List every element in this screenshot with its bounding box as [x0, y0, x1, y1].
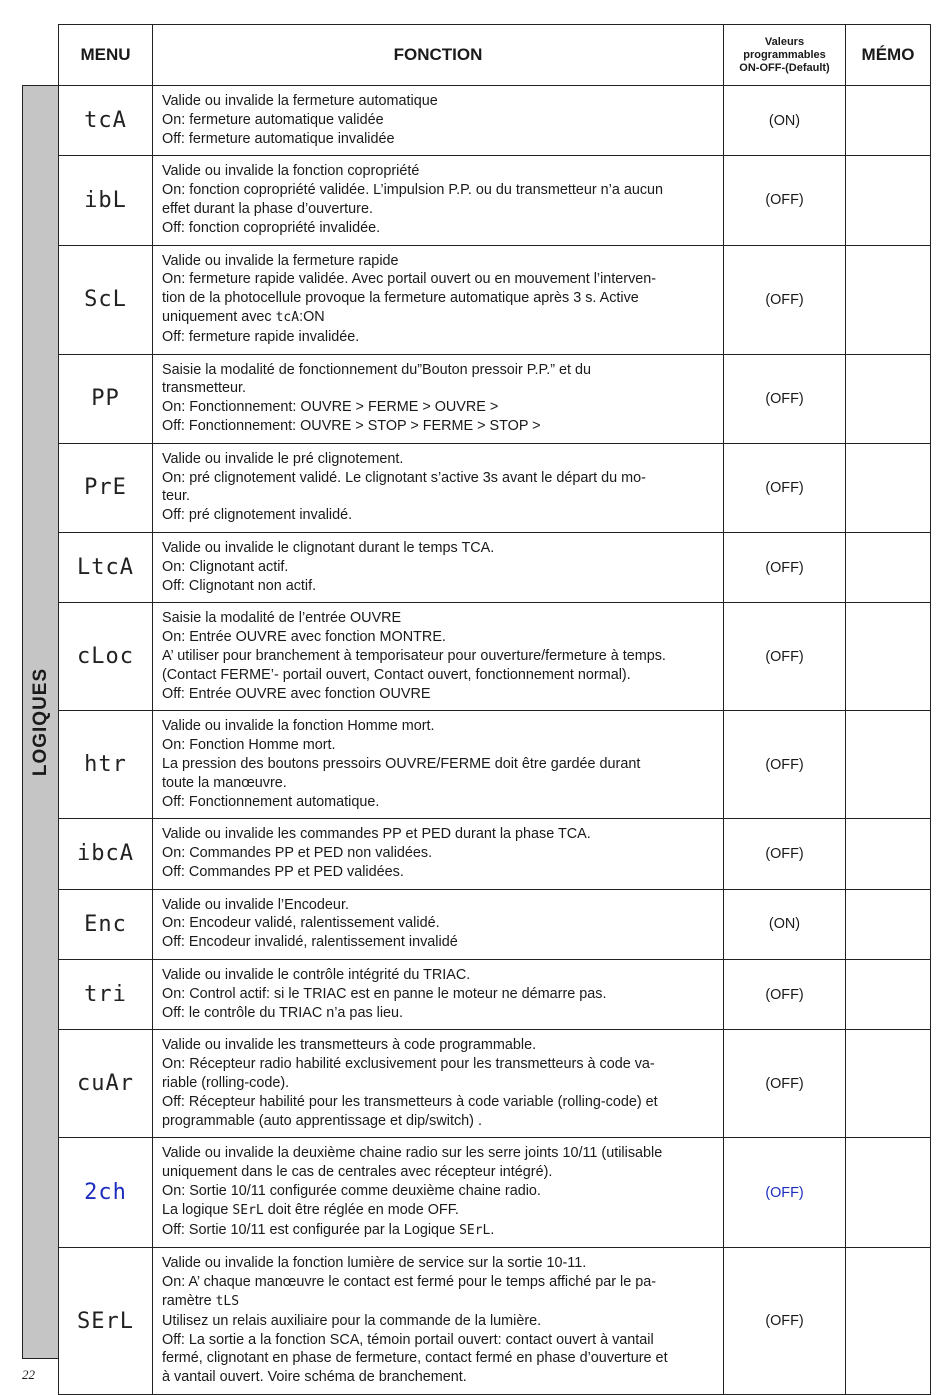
function-line: On: fermeture automatique validée	[162, 111, 384, 128]
default-value: (OFF)	[724, 819, 846, 889]
function-line: riable (rolling-code).	[162, 1075, 290, 1092]
function-line: Off: Récepteur habilité pour les transmetteurs à code variable (rolling-code) et	[162, 1093, 658, 1110]
menu-code: ScL	[84, 287, 127, 313]
function-line: Valide ou invalide les transmetteurs à code programmable.	[162, 1037, 537, 1054]
default-value: (OFF)	[724, 532, 846, 602]
default-value: (OFF)	[724, 1030, 846, 1138]
function-line: La pression des boutons pressoirs OUVRE/FERME doit être gardée durant	[162, 755, 641, 772]
table-header-row	[59, 25, 931, 86]
memo-cell	[846, 603, 931, 711]
table-row	[59, 1030, 931, 1138]
function-line: Valide ou invalide l’Encodeur.	[162, 896, 349, 913]
header-valeurs	[724, 25, 846, 86]
default-value: (OFF)	[724, 443, 846, 532]
function-cell	[153, 1030, 724, 1138]
inline-code: SErL	[459, 1222, 491, 1238]
menu-code: ibcA	[77, 841, 134, 867]
function-cell	[153, 86, 724, 156]
function-line: On: Commandes PP et PED non validées.	[162, 845, 433, 862]
memo-cell	[846, 889, 931, 959]
section-label: LOGIQUES	[29, 667, 51, 777]
memo-cell	[846, 245, 931, 354]
function-line: à vantail ouvert. Voire schéma de branchement.	[162, 1369, 467, 1386]
function-line: Valide ou invalide la fermeture automatique	[162, 93, 438, 109]
table-row	[59, 960, 931, 1030]
table-row	[59, 86, 931, 156]
table-row	[59, 1138, 931, 1248]
header-fonction: FONCTION	[153, 25, 724, 86]
function-line: Off: le contrôle du TRIAC n’a pas lieu.	[162, 1004, 404, 1021]
memo-cell	[846, 960, 931, 1030]
menu-code: SErL	[77, 1308, 134, 1334]
table-row	[59, 1248, 931, 1395]
table-row	[59, 603, 931, 711]
menu-code-cell	[59, 819, 153, 889]
page-number: 22	[22, 1367, 35, 1382]
function-line: Off: Encodeur invalidé, ralentissement invalidé	[162, 934, 458, 951]
function-cell	[153, 443, 724, 532]
menu-code-cell	[59, 156, 153, 245]
function-line: On: Sortie 10/11 configurée comme deuxième chaine radio.	[162, 1183, 541, 1200]
function-line: On: pré clignotement validé. Le clignotant s’active 3s avant le départ du mo-	[162, 469, 646, 486]
menu-code: ibL	[84, 187, 127, 213]
memo-cell	[846, 711, 931, 819]
function-line: Valide ou invalide la fonction Homme mort.	[162, 718, 435, 735]
menu-code-cell	[59, 1138, 153, 1248]
function-line: Off: Entrée OUVRE avec fonction OUVRE	[162, 685, 431, 702]
memo-cell	[846, 1030, 931, 1138]
menu-code-cell	[59, 603, 153, 711]
function-line: Off: Commandes PP et PED validées.	[162, 863, 404, 880]
default-value: (OFF)	[724, 1248, 846, 1395]
function-cell	[153, 1248, 724, 1395]
menu-code: PP	[91, 386, 120, 412]
function-line: Off: Fonctionnement automatique.	[162, 793, 380, 810]
function-line: Saisie la modalité de fonctionnement du”Bouton pressoir P.P.” et du	[162, 361, 592, 378]
menu-code: 2ch	[84, 1180, 127, 1206]
function-line: fermé, clignotant en phase de fermeture, contact fermé en phase d’ouverture et	[162, 1350, 668, 1367]
header-valeurs-line: programmables	[743, 48, 826, 61]
menu-code: tcA	[84, 108, 127, 134]
memo-cell	[846, 86, 931, 156]
function-cell	[153, 889, 724, 959]
memo-cell	[846, 156, 931, 245]
inline-text: doit être réglée en mode OFF.	[263, 1201, 459, 1218]
table-row	[59, 819, 931, 889]
menu-code-cell	[59, 443, 153, 532]
function-line: transmetteur.	[162, 380, 246, 397]
function-line: Valide ou invalide les commandes PP et PED durant la phase TCA.	[162, 826, 591, 843]
default-value: (OFF)	[724, 1138, 846, 1248]
function-line: Valide ou invalide la fonction lumière de service sur la sortie 10-11.	[162, 1255, 587, 1272]
menu-code: Enc	[84, 911, 127, 937]
function-line: Off: La sortie a la fonction SCA, témoin portail ouvert: contact ouvert à vantail	[162, 1331, 654, 1348]
function-line: programmable (auto apprentissage et dip/switch) .	[162, 1112, 482, 1129]
inline-text: La logique	[162, 1201, 233, 1218]
function-line: effet durant la phase d’ouverture.	[162, 200, 373, 217]
menu-code-cell	[59, 354, 153, 443]
menu-table	[58, 24, 931, 1395]
menu-code-cell	[59, 960, 153, 1030]
inline-text: .	[490, 1221, 495, 1238]
function-line: On: Fonctionnement: OUVRE > FERME > OUVRE >	[162, 399, 499, 416]
function-line: Off: fermeture automatique invalidée	[162, 130, 395, 147]
menu-code: PrE	[84, 475, 127, 501]
default-value: (OFF)	[724, 960, 846, 1030]
function-cell	[153, 603, 724, 711]
function-line: Off: pré clignotement invalidé.	[162, 507, 353, 524]
function-line: teur.	[162, 488, 191, 505]
menu-code: LtcA	[77, 555, 134, 581]
function-line: Off: fermeture rapide invalidée.	[162, 328, 360, 345]
memo-cell	[846, 1138, 931, 1248]
memo-cell	[846, 1248, 931, 1395]
inline-text: uniquement avec	[162, 308, 276, 325]
inline-text: Off: Sortie 10/11 est configurée par la Logique	[162, 1221, 460, 1238]
function-line: On: Clignotant actif.	[162, 558, 289, 575]
function-line: Valide ou invalide la deuxième chaine radio sur les serre joints 10/11 (utilisable	[162, 1145, 663, 1162]
function-line: toute la manœuvre.	[162, 774, 287, 791]
function-line: On: fermeture rapide validée. Avec portail ouvert ou en mouvement l’interven-	[162, 271, 657, 288]
memo-cell	[846, 532, 931, 602]
function-line: Utilisez un relais auxiliaire pour la commande de la lumière.	[162, 1312, 542, 1329]
function-line: A’ utiliser pour branchement à temporisateur pour ouverture/fermeture à temps.	[162, 647, 666, 664]
menu-code-cell	[59, 889, 153, 959]
function-line: Valide ou invalide le pré clignotement.	[162, 450, 404, 467]
default-value: (OFF)	[724, 156, 846, 245]
function-cell	[153, 819, 724, 889]
header-menu: MENU	[59, 25, 153, 86]
inline-code: SErL	[232, 1202, 264, 1218]
menu-code: tri	[84, 982, 127, 1008]
default-value: (OFF)	[724, 245, 846, 354]
function-line: Off: Clignotant non actif.	[162, 577, 317, 594]
menu-code-cell	[59, 86, 153, 156]
function-line: (Contact FERME’- portail ouvert, Contact ouvert, fonctionnement normal).	[162, 666, 631, 683]
default-value: (ON)	[724, 889, 846, 959]
function-line: Valide ou invalide la fonction copropriété	[162, 163, 420, 180]
menu-code: cuAr	[77, 1071, 134, 1097]
default-value: (OFF)	[724, 603, 846, 711]
function-cell	[153, 532, 724, 602]
memo-cell	[846, 819, 931, 889]
default-value: (OFF)	[724, 354, 846, 443]
function-line: On: Encodeur validé, ralentissement validé.	[162, 915, 440, 932]
function-cell	[153, 711, 724, 819]
function-cell	[153, 354, 724, 443]
function-cell	[153, 1138, 724, 1248]
function-line: Valide ou invalide la fermeture rapide	[162, 252, 399, 269]
menu-code-cell	[59, 711, 153, 819]
function-line: On: Entrée OUVRE avec fonction MONTRE.	[162, 629, 446, 646]
function-cell	[153, 960, 724, 1030]
inline-code: tLS	[215, 1294, 240, 1310]
function-line: Valide ou invalide le contrôle intégrité du TRIAC.	[162, 967, 471, 984]
default-value: (ON)	[724, 86, 846, 156]
function-line: Off: fonction copropriété invalidée.	[162, 219, 381, 236]
table-row	[59, 156, 931, 245]
table-row	[59, 889, 931, 959]
memo-cell	[846, 443, 931, 532]
function-line: On: A’ chaque manœuvre le contact est fermé pour le temps affiché par le pa-	[162, 1274, 657, 1291]
function-line: On: Récepteur radio habilité exclusivement pour les transmetteurs à code va-	[162, 1056, 655, 1073]
inline-text: ramètre	[162, 1293, 216, 1310]
function-line	[162, 1221, 714, 1241]
table-row	[59, 354, 931, 443]
function-line: tion de la photocellule provoque la fermeture automatique après 3 s. Active	[162, 290, 639, 307]
menu-code-cell	[59, 1248, 153, 1395]
menu-code: cLoc	[77, 644, 134, 670]
function-line: Saisie la modalité de l’entrée OUVRE	[162, 610, 402, 627]
memo-cell	[846, 354, 931, 443]
table-row	[59, 711, 931, 819]
menu-code-cell	[59, 532, 153, 602]
header-valeurs-line: ON-OFF-(Default)	[739, 61, 830, 74]
function-cell	[153, 156, 724, 245]
menu-code-cell	[59, 1030, 153, 1138]
menu-code-cell	[59, 245, 153, 354]
table-row	[59, 443, 931, 532]
table-row	[59, 532, 931, 602]
function-line: Valide ou invalide le clignotant durant le temps TCA.	[162, 539, 495, 556]
menu-code: htr	[84, 752, 127, 778]
function-line	[162, 1201, 714, 1221]
function-line: On: Fonction Homme mort.	[162, 737, 336, 754]
header-memo: MÉMO	[846, 25, 931, 86]
function-line: On: fonction copropriété validée. L’impulsion P.P. ou du transmetteur n’a aucun	[162, 182, 664, 199]
function-line: Off: Fonctionnement: OUVRE > STOP > FERME > STOP >	[162, 417, 541, 434]
inline-code: tcA	[275, 309, 300, 325]
function-line: uniquement dans le cas de centrales avec récepteur intégré).	[162, 1164, 553, 1181]
function-line	[162, 308, 714, 328]
function-line	[162, 1292, 714, 1312]
default-value: (OFF)	[724, 711, 846, 819]
header-valeurs-line: Valeurs	[764, 35, 805, 48]
function-line: On: Control actif: si le TRIAC est en panne le moteur ne démarre pas.	[162, 985, 607, 1002]
table-row	[59, 245, 931, 354]
function-cell	[153, 245, 724, 354]
inline-text: :ON	[299, 308, 325, 325]
section-sidebar	[22, 85, 59, 1359]
